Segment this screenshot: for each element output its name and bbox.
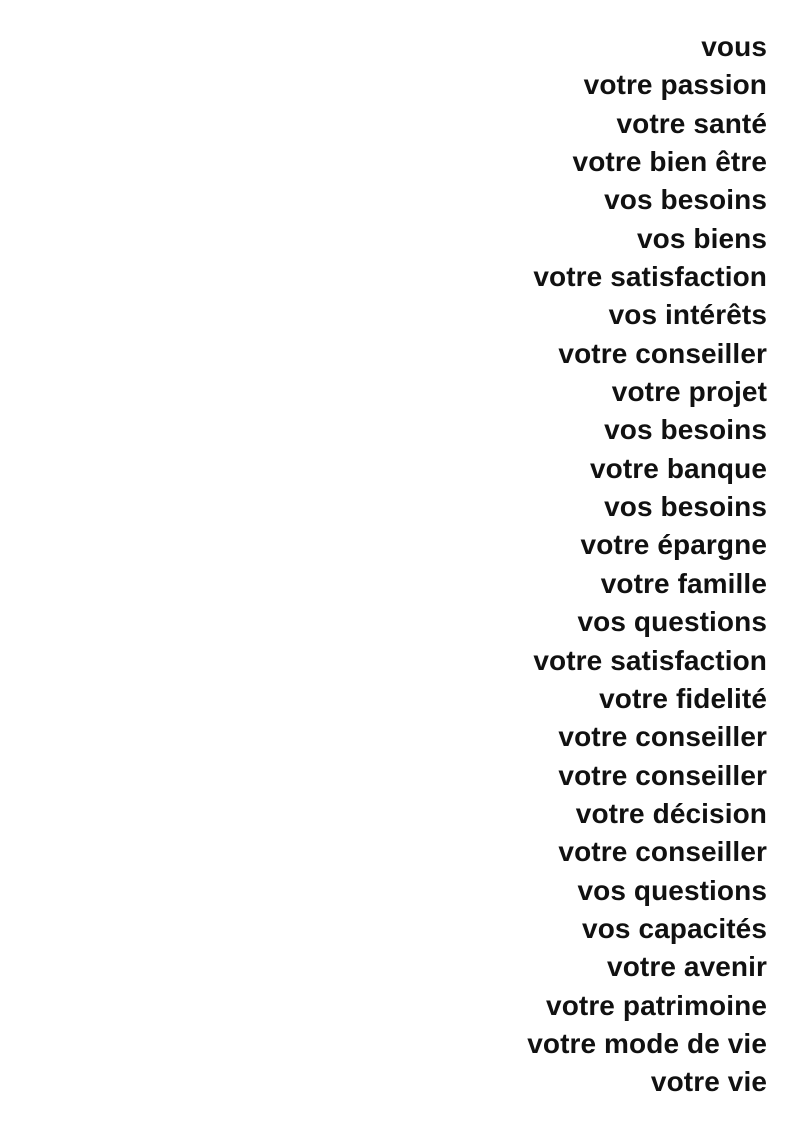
- text-line: votre santé: [616, 107, 767, 139]
- text-line: vos besoins: [604, 414, 767, 446]
- text-line: votre passion: [583, 69, 767, 101]
- text-line: vos questions: [577, 606, 767, 638]
- text-line: vos questions: [577, 874, 767, 906]
- text-line: vos besoins: [604, 491, 767, 523]
- text-line: votre projet: [611, 376, 767, 408]
- text-line: votre satisfaction: [533, 261, 767, 293]
- text-lines-list: [527, 28, 767, 1102]
- text-line: vos capacités: [582, 912, 767, 944]
- text-line: votre patrimoine: [546, 989, 767, 1021]
- text-line: votre fidelité: [599, 682, 767, 714]
- text-line: votre mode de vie: [527, 1027, 767, 1059]
- text-line: votre épargne: [580, 529, 767, 561]
- text-line: votre conseiller: [558, 721, 767, 753]
- text-line: votre satisfaction: [533, 644, 767, 676]
- text-line: votre avenir: [607, 951, 767, 983]
- text-line: votre bien être: [572, 146, 767, 178]
- text-line: votre banque: [589, 452, 767, 484]
- text-line: votre conseiller: [558, 337, 767, 369]
- text-line: vos biens: [636, 222, 767, 254]
- text-line: votre conseiller: [558, 836, 767, 868]
- text-line: votre vie: [650, 1066, 767, 1098]
- text-line: vous: [701, 31, 767, 62]
- text-line: votre décision: [575, 797, 767, 829]
- text-line: votre conseiller: [558, 759, 767, 791]
- text-line: vos besoins: [604, 184, 767, 216]
- text-line: votre famille: [600, 567, 767, 599]
- text-line: vos intérêts: [608, 299, 767, 331]
